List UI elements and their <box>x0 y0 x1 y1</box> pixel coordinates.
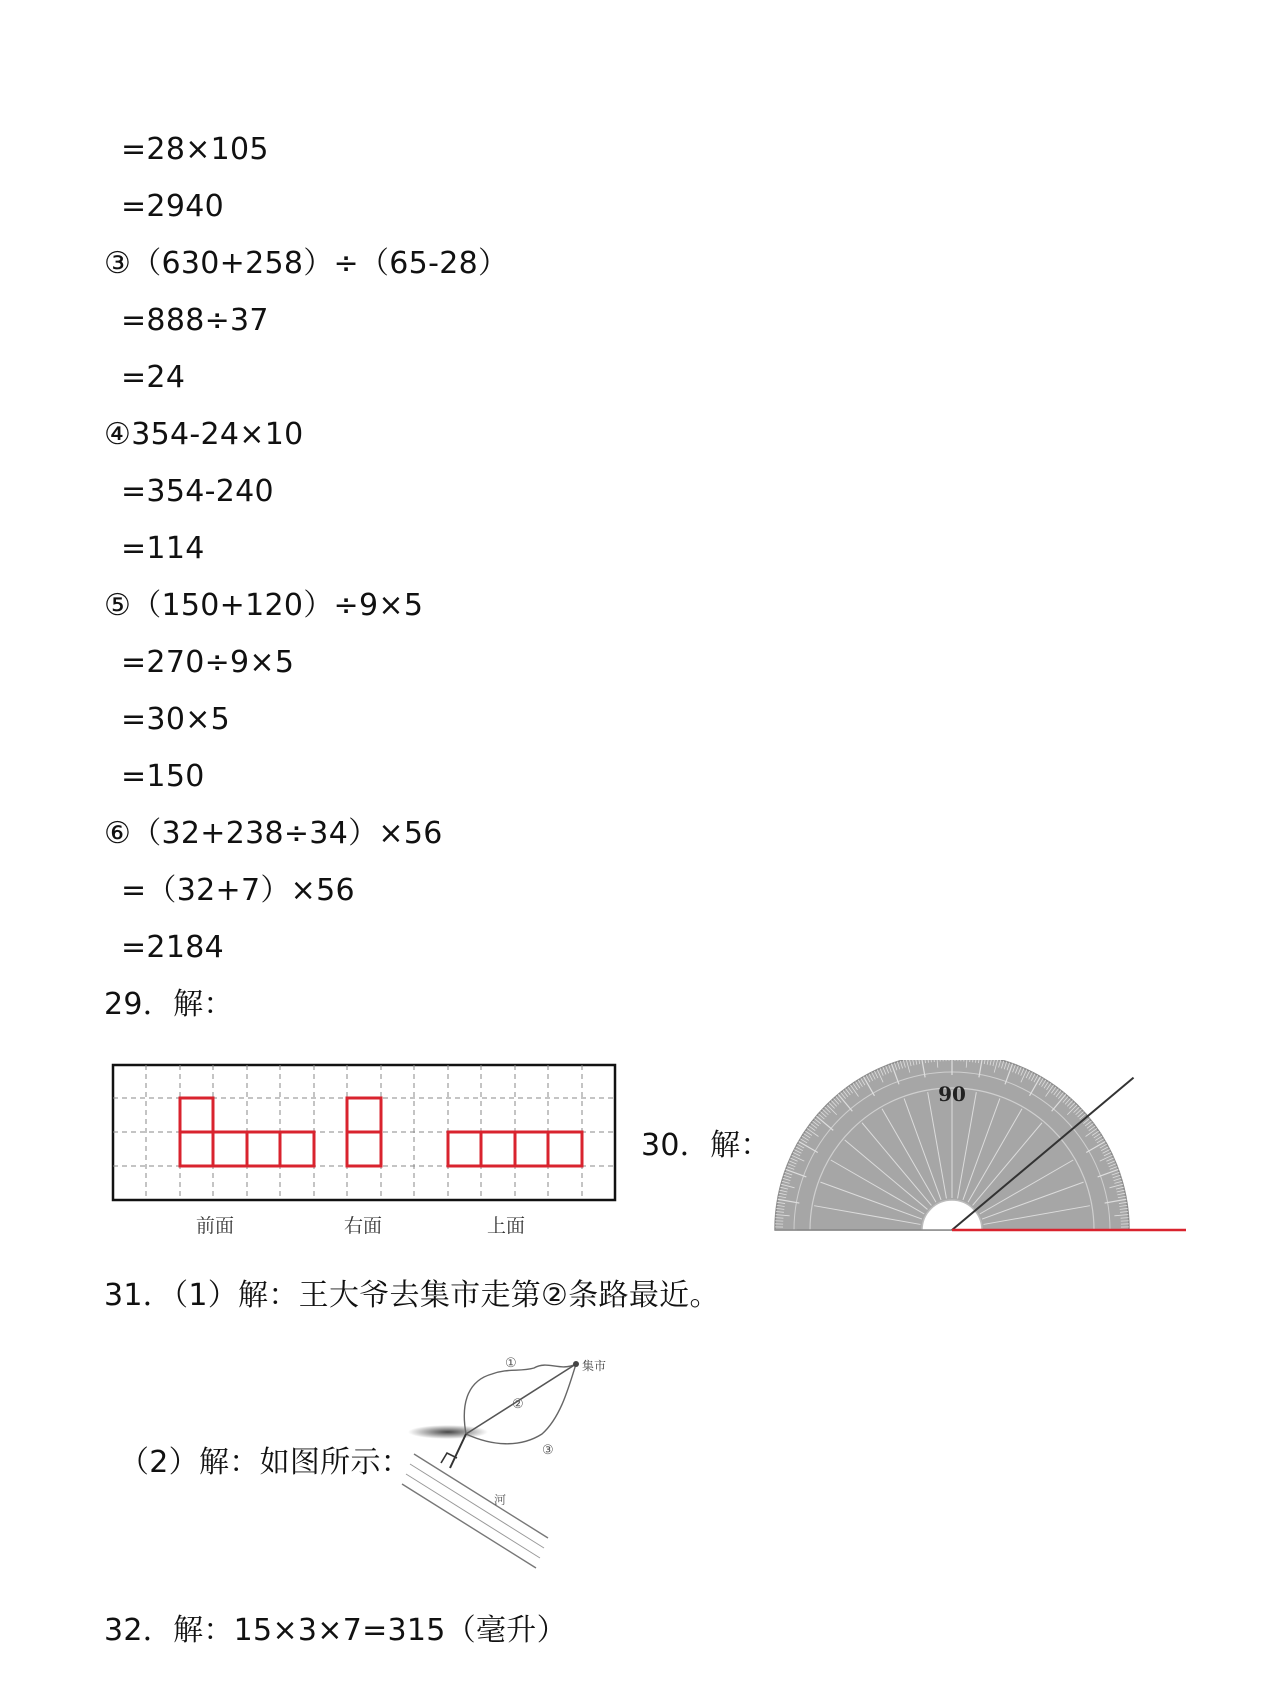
q31-part1: 31．（1）解：王大爷去集市走第②条路最近。 <box>104 1278 720 1313</box>
calc-line-9: ⑤（150+120）÷9×5 <box>104 588 424 623</box>
q30-heading: 30．解： <box>641 1128 771 1163</box>
calc-line-4: =888÷37 <box>121 303 269 338</box>
calc-line-1: =28×105 <box>121 132 269 167</box>
calc-line-3: ③（630+258）÷（65-28） <box>104 246 509 281</box>
route-3-label: ③ <box>542 1443 554 1458</box>
protractor-90-mark: 90 <box>938 1082 966 1106</box>
river-label: 河 <box>494 1493 507 1507</box>
calc-line-10: =270÷9×5 <box>121 645 295 680</box>
calc-line-15: =2184 <box>121 930 224 965</box>
calc-line-13: ⑥（32+238÷34）×56 <box>104 816 443 851</box>
calc-line-7: =354-240 <box>121 474 274 509</box>
route-map-figure <box>400 1350 640 1580</box>
q29-heading: 29．解： <box>104 987 234 1022</box>
calc-line-14: =（32+7）×56 <box>121 873 355 908</box>
label-right: 右面 <box>343 1215 383 1237</box>
calc-line-8: =114 <box>121 531 205 566</box>
market-label: 集市 <box>582 1359 607 1373</box>
calc-line-6: ④354-24×10 <box>104 417 304 452</box>
protractor-figure <box>770 1060 1190 1240</box>
three-views-figure <box>108 1060 628 1240</box>
calc-line-11: =30×5 <box>121 702 231 737</box>
calc-line-5: =24 <box>121 360 186 395</box>
label-top: 上面 <box>486 1215 526 1237</box>
calc-line-2: =2940 <box>121 189 224 224</box>
route-1-label: ① <box>505 1356 517 1371</box>
route-2-label: ② <box>512 1397 524 1412</box>
q31-part2: （2）解：如图所示： <box>119 1445 412 1480</box>
label-front: 前面 <box>195 1215 235 1237</box>
calc-line-12: =150 <box>121 759 205 794</box>
q32-text: 32．解：15×3×7=315（毫升） <box>104 1613 567 1648</box>
